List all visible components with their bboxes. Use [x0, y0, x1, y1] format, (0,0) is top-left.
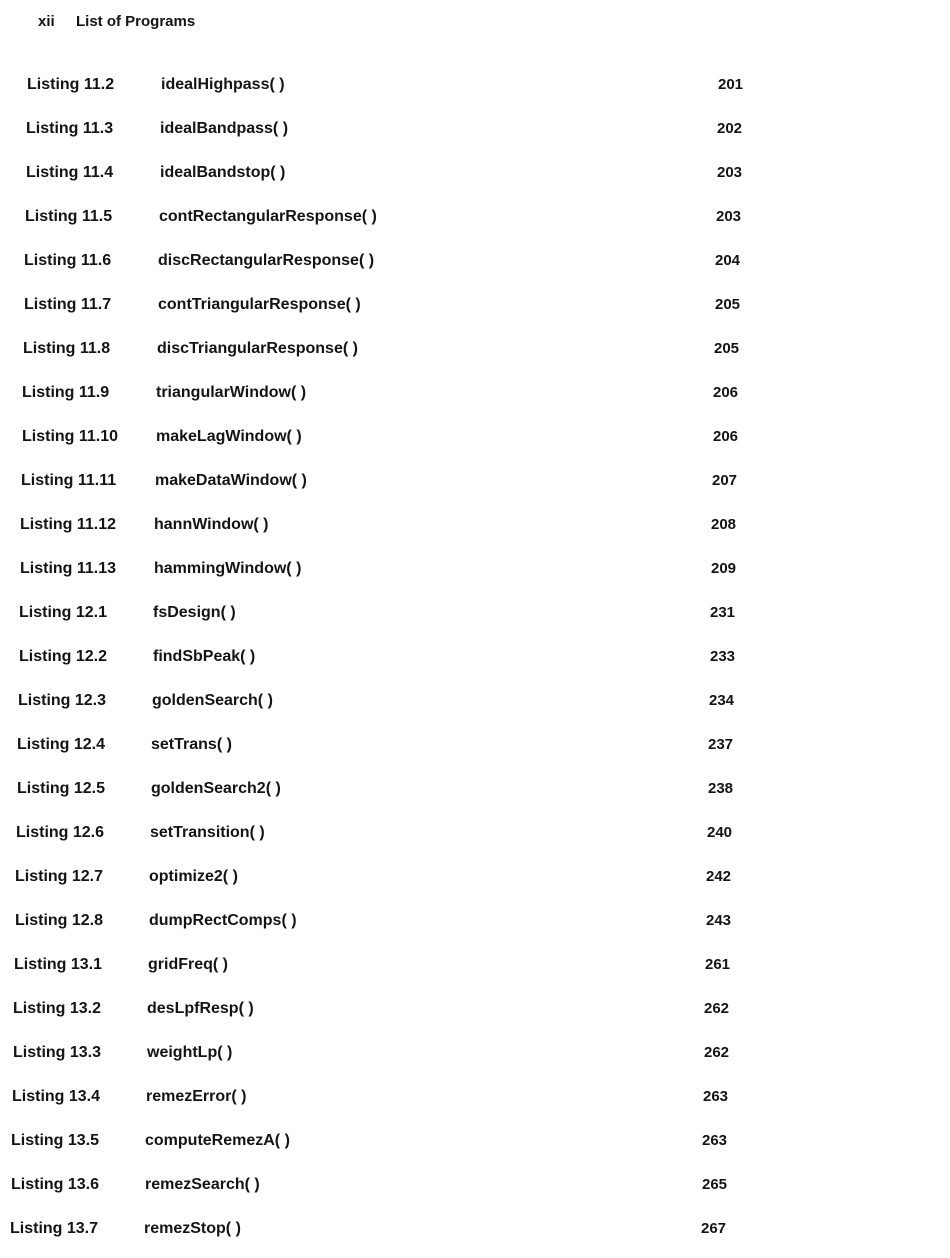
page-number: 261: [705, 956, 731, 973]
page-number: 209: [711, 560, 737, 577]
program-name: makeLagWindow( ): [156, 428, 302, 445]
listing-row: [12, 1085, 743, 1109]
listing-row: [18, 689, 749, 713]
program-name: discTriangularResponse( ): [157, 340, 358, 357]
listing-row: [13, 1041, 744, 1065]
page-number: 262: [704, 1000, 730, 1017]
listing-number: Listing 11.2: [27, 76, 115, 93]
listing-number: Listing 12.1: [19, 604, 108, 621]
program-name: triangularWindow( ): [156, 384, 307, 401]
listing-number: Listing 11.4: [26, 164, 114, 181]
program-name: setTransition( ): [150, 824, 265, 841]
listing-row: [22, 425, 753, 449]
program-name: discRectangularResponse( ): [158, 252, 375, 269]
page-number: 201: [718, 76, 744, 93]
listing-row: [11, 1129, 742, 1153]
listing-number: Listing 12.2: [19, 648, 108, 665]
listing-row: [17, 777, 748, 801]
page-number: 206: [713, 428, 739, 445]
page-number: 208: [711, 516, 737, 533]
page-number: 243: [706, 912, 732, 929]
listing-number: Listing 12.8: [15, 912, 104, 929]
listing-number: Listing 13.4: [12, 1088, 101, 1105]
program-name: remezSearch( ): [145, 1176, 260, 1193]
listing-row: [26, 117, 757, 141]
listing-number: Listing 12.7: [15, 868, 104, 885]
listing-row: [11, 1173, 742, 1197]
listing-number: Listing 13.3: [13, 1044, 102, 1061]
listing-number: Listing 13.2: [13, 1000, 102, 1017]
program-name: hammingWindow( ): [154, 560, 302, 577]
program-name: setTrans( ): [151, 736, 232, 753]
page-number: 263: [702, 1132, 728, 1149]
header-title: List of Programs: [76, 13, 196, 30]
listing-row: [10, 1217, 741, 1241]
page-number: 267: [701, 1220, 727, 1237]
page-number: 233: [710, 648, 736, 665]
program-name: fsDesign( ): [153, 604, 236, 621]
program-name: idealBandstop( ): [160, 164, 286, 181]
page-number: 206: [713, 384, 739, 401]
running-header: [38, 12, 195, 32]
page-number: 265: [702, 1176, 728, 1193]
listing-number: Listing 11.3: [26, 120, 114, 137]
listing-number: Listing 11.9: [22, 384, 110, 401]
listing-row: [17, 733, 748, 757]
program-name: goldenSearch2( ): [151, 780, 281, 797]
program-name: idealHighpass( ): [161, 76, 285, 93]
program-name: makeDataWindow( ): [155, 472, 307, 489]
page-number: 202: [717, 120, 743, 137]
page-number: 205: [715, 296, 741, 313]
program-name: computeRemezA( ): [145, 1132, 290, 1149]
listing-row: [26, 161, 757, 185]
listing-number: Listing 11.5: [25, 208, 113, 225]
listing-row: [19, 601, 750, 625]
program-name: desLpfResp( ): [147, 1000, 254, 1017]
listing-number: Listing 12.6: [16, 824, 105, 841]
listing-number: Listing 11.8: [23, 340, 111, 357]
listing-number: Listing 11.10: [22, 428, 119, 445]
page-number: 242: [706, 868, 732, 885]
program-name: contTriangularResponse( ): [158, 296, 361, 313]
listing-row: [21, 469, 752, 493]
listing-number: Listing 13.1: [14, 956, 103, 973]
listing-row: [16, 821, 747, 845]
page-number: 207: [712, 472, 738, 489]
page-number: 240: [707, 824, 733, 841]
page-number: 234: [709, 692, 735, 709]
program-name: dumpRectComps( ): [149, 912, 297, 929]
listing-number: Listing 13.6: [11, 1176, 100, 1193]
listing-row: [15, 909, 746, 933]
page-number: 263: [703, 1088, 729, 1105]
listing-row: [24, 293, 755, 317]
listing-number: Listing 13.7: [10, 1220, 99, 1237]
program-name: hannWindow( ): [154, 516, 269, 533]
program-name: idealBandpass( ): [160, 120, 289, 137]
listing-row: [24, 249, 755, 273]
program-name: contRectangularResponse( ): [159, 208, 377, 225]
page-number: 203: [717, 164, 743, 181]
listing-number: Listing 11.6: [24, 252, 112, 269]
listing-number: Listing 11.13: [20, 560, 117, 577]
program-name: remezStop( ): [144, 1220, 241, 1237]
page-number: 262: [704, 1044, 730, 1061]
listing-number: Listing 11.11: [21, 472, 117, 489]
listing-number: Listing 13.5: [11, 1132, 100, 1149]
listing-number: Listing 12.3: [18, 692, 107, 709]
program-name: gridFreq( ): [148, 956, 228, 973]
program-name: findSbPeak( ): [153, 648, 256, 665]
program-name: remezError( ): [146, 1088, 247, 1105]
listing-row: [27, 73, 758, 97]
listing-number: Listing 12.4: [17, 736, 106, 753]
page-number: 238: [708, 780, 734, 797]
program-name: optimize2( ): [149, 868, 238, 885]
listing-row: [14, 953, 745, 977]
listing-row: [20, 557, 751, 581]
listing-row: [13, 997, 744, 1021]
listing-number: Listing 12.5: [17, 780, 106, 797]
listing-row: [25, 205, 756, 229]
program-name: weightLp( ): [147, 1044, 233, 1061]
listing-number: Listing 11.7: [24, 296, 112, 313]
listing-row: [22, 381, 753, 405]
listing-row: [23, 337, 754, 361]
page-number: 205: [714, 340, 740, 357]
page-number: 237: [708, 736, 734, 753]
program-name: goldenSearch( ): [152, 692, 273, 709]
header-page-number: xii: [38, 13, 55, 30]
page-number: 231: [710, 604, 736, 621]
listing-number: Listing 11.12: [20, 516, 117, 533]
listing-row: [19, 645, 750, 669]
listing-row: [20, 513, 751, 537]
listing-row: [15, 865, 746, 889]
page-number: 204: [715, 252, 741, 269]
page-number: 203: [716, 208, 742, 225]
